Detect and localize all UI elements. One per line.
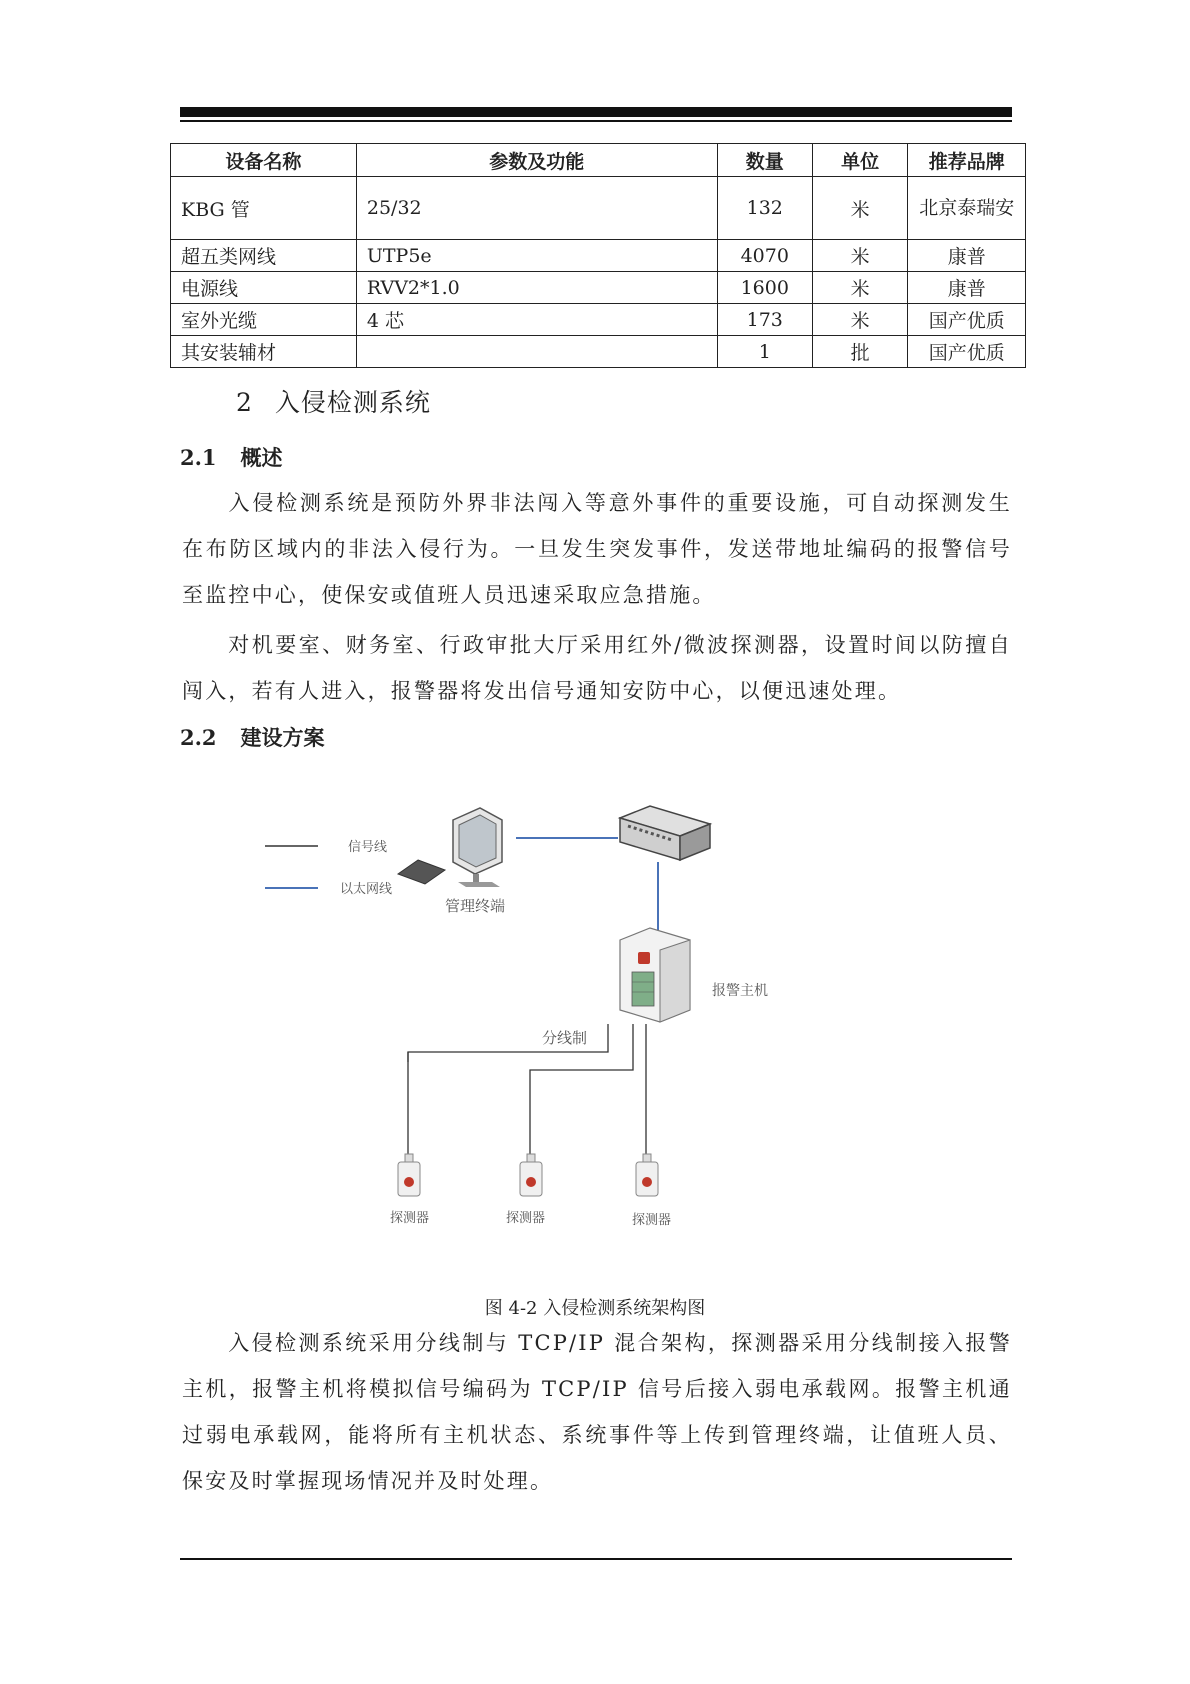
host-label: 报警主机 [712, 983, 768, 999]
table-row [171, 177, 1026, 240]
table-cell: 超五类网线 [171, 240, 357, 272]
detector-label: 探测器 [390, 1211, 430, 1226]
table-cell: 国产优质 [908, 304, 1026, 336]
table-cell: 4 芯 [356, 304, 717, 336]
header-rule-thick [180, 107, 1012, 117]
paragraph-text: 入侵检测系统是预防外界非法闯入等意外事件的重要设施，可自动探测发生在布防区域内的非法入侵行为。一旦发生突发事件，发送带地址编码的报警信号至监控中心，使保安或值班人员迅速采取应急措施。 [182, 491, 1012, 607]
paragraph-text: 入侵检测系统采用分线制与 TCP/IP 混合架构，探测器采用分线制接入报警主机，报警主机将模拟信号编码为 TCP/IP 信号后接入弱电承载网。报警主机通过弱电承载网，能将所有主机状态、系统事件等上传到管理终端，让值班人员、保安及时掌握现场情况并及时处理。 [182, 1331, 1012, 1493]
table-header-cell: 数量 [717, 144, 812, 177]
table-cell: 康普 [908, 240, 1026, 272]
paragraph-architecture [182, 1320, 1012, 1504]
table-cell: 米 [812, 240, 907, 272]
table-cell: 米 [812, 304, 907, 336]
table-cell: 康普 [908, 272, 1026, 304]
subsection-heading-plan [180, 722, 325, 752]
subsection-title: 建设方案 [240, 725, 325, 750]
signal-wiring [408, 1024, 646, 1160]
table-row [171, 336, 1026, 368]
table-row [171, 240, 1026, 272]
paragraph-overview [182, 480, 1012, 618]
header-rule-thin [180, 120, 1012, 122]
section-title: 入侵检测系统 [274, 388, 431, 417]
subsection-number: 2.1 [180, 445, 217, 470]
alarm-host-icon [620, 928, 690, 1022]
table-cell: UTP5e [356, 240, 717, 272]
table-cell: 1600 [717, 272, 812, 304]
table-row [171, 272, 1026, 304]
table-cell: 北京泰瑞安 [908, 177, 1026, 240]
architecture-diagram [240, 790, 800, 1250]
table-cell [356, 336, 717, 368]
table-cell: 室外光缆 [171, 304, 357, 336]
section-number: 2 [236, 388, 253, 417]
detector-label: 探测器 [506, 1211, 546, 1226]
detector-label: 探测器 [632, 1213, 672, 1228]
detector-icon [636, 1154, 658, 1196]
section-heading [236, 383, 431, 419]
wiring-label: 分线制 [542, 1029, 588, 1047]
table-header-cell: 参数及功能 [356, 144, 717, 177]
subsection-title: 概述 [240, 445, 283, 470]
table-cell: 4070 [717, 240, 812, 272]
table-cell: RVV2*1.0 [356, 272, 717, 304]
computer-icon [398, 808, 502, 887]
table-cell: 米 [812, 272, 907, 304]
legend-ethernet-label: 以太网线 [340, 882, 393, 897]
footer-rule [180, 1558, 1012, 1560]
terminal-label: 管理终端 [445, 897, 506, 915]
paragraph-detectors [182, 622, 1012, 714]
detector-icon [398, 1154, 420, 1196]
table-row [171, 304, 1026, 336]
table-cell: 电源线 [171, 272, 357, 304]
table-header-cell: 单位 [812, 144, 907, 177]
table-header-cell: 推荐品牌 [908, 144, 1026, 177]
figure-caption: 图 4-2 入侵检测系统架构图 [484, 1298, 706, 1319]
subsection-number: 2.2 [180, 725, 217, 750]
table-cell: 国产优质 [908, 336, 1026, 368]
table-header-cell: 设备名称 [171, 144, 357, 177]
table-cell: 1 [717, 336, 812, 368]
table-cell: 173 [717, 304, 812, 336]
table-cell: KBG 管 [171, 177, 357, 240]
table-cell: 132 [717, 177, 812, 240]
table-cell: 25/32 [356, 177, 717, 240]
table-cell: 米 [812, 177, 907, 240]
table-cell: 其安装辅材 [171, 336, 357, 368]
table-cell: 批 [812, 336, 907, 368]
equipment-table [170, 143, 1026, 368]
table-header-row [171, 144, 1026, 177]
detector-icon [520, 1154, 542, 1196]
paragraph-text: 对机要室、财务室、行政审批大厅采用红外/微波探测器，设置时间以防擅自闯入，若有人进入，报警器将发出信号通知安防中心，以便迅速处理。 [182, 633, 1012, 703]
legend-signal-label: 信号线 [348, 840, 388, 855]
network-switch-icon [620, 806, 710, 860]
subsection-heading-overview [180, 442, 283, 472]
